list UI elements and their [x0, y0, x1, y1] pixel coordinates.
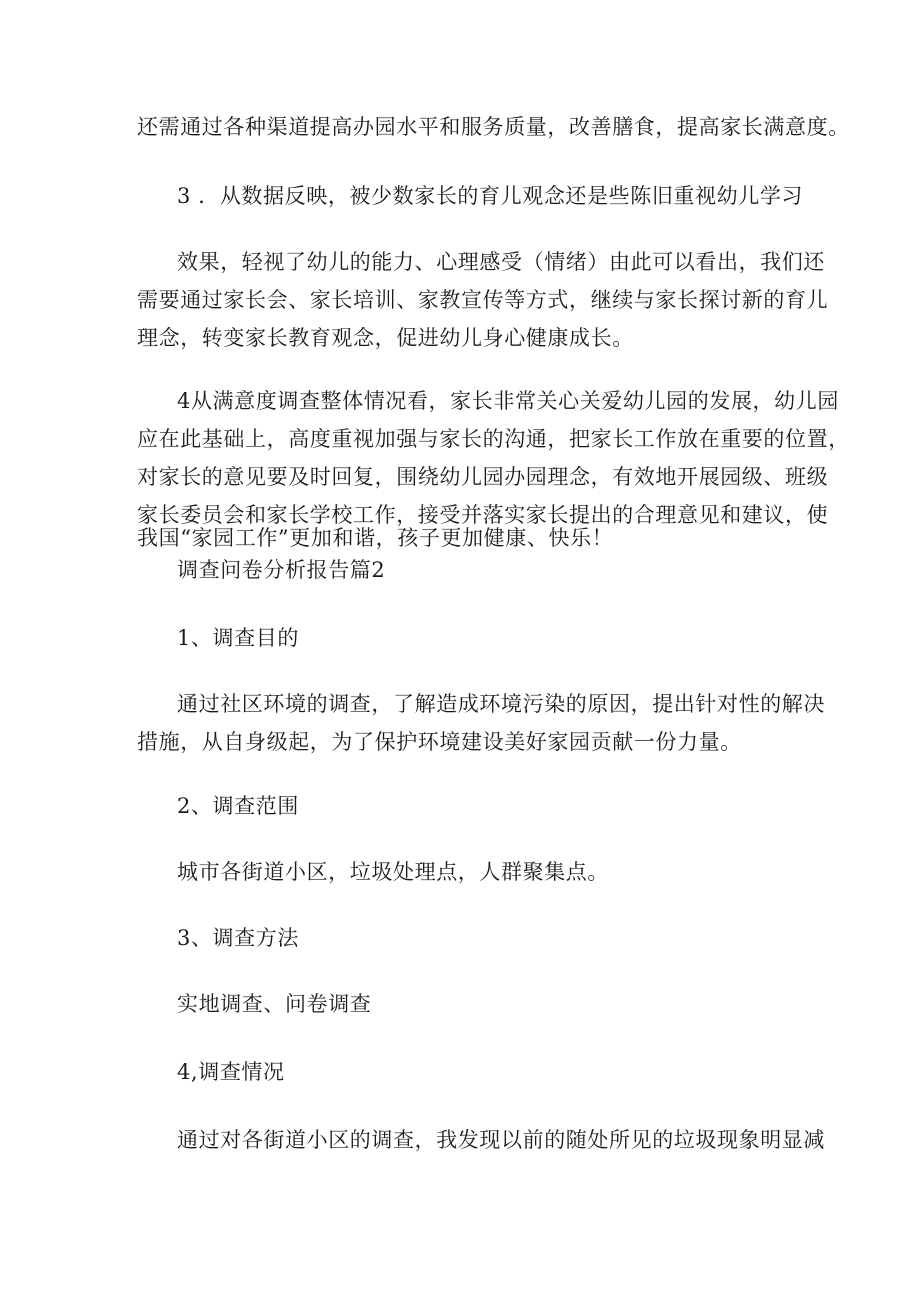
paragraph-line-8: 对家长的意见要及时回复，围绕幼儿园办园理念，有效地开展园级、班级	[137, 465, 829, 489]
paragraph-line-4: 需要通过家长会、家长培训、家教宣传等方式，继续与家长探讨新的育儿	[137, 288, 829, 312]
paragraph-line-16: 城市各街道小区，垃圾处理点，人群聚集点。	[177, 860, 609, 884]
paragraph-line-9: 家长委员会和家长学校工作，接受并落实家长提出的合理意见和建议，使	[137, 503, 829, 527]
heading-scope: 2、调查范围	[177, 794, 299, 818]
heading-situation: 4,调查情况	[177, 1060, 285, 1084]
paragraph-line-18: 实地调查、问卷调查	[177, 992, 372, 1016]
paragraph-line-7: 应在此基础上，高度重视加强与家长的沟通，把家长工作放在重要的位置，	[137, 427, 850, 451]
paragraph-line-3: 效果，轻视了幼儿的能力、心理感受（情绪）由此可以看出，我们还	[177, 250, 825, 274]
paragraph-line-5: 理念，转变家长教育观念，促进幼儿身心健康成长。	[137, 326, 634, 350]
paragraph-line-14: 措施，从自身级起，为了保护环境建设美好家园贡献一份力量。	[137, 730, 742, 754]
paragraph-line-13: 通过社区环境的调查，了解造成环境污染的原因，提出针对性的解决	[177, 692, 825, 716]
paragraph-line-20: 通过对各街道小区的调查，我发现以前的随处所见的垃圾现象明显减	[177, 1128, 825, 1152]
heading-method: 3、调查方法	[177, 926, 299, 950]
paragraph-line-2: 3 ．从数据反映，被少数家长的育儿观念还是些陈旧重视幼儿学习	[177, 184, 804, 208]
paragraph-line-1: 还需通过各种渠道提高办园水平和服务质量，改善膳食，提高家长满意度。	[137, 115, 850, 139]
paragraph-line-10: 我国“家园工作”更加和谐，孩子更加健康、快乐！	[137, 526, 614, 550]
heading-purpose: 1、调查目的	[177, 626, 299, 650]
paragraph-line-6: 4从满意度调查整体情况看，家长非常关心关爱幼儿园的发展，幼儿园	[177, 389, 839, 413]
section-title: 调查问卷分析报告篇2	[177, 558, 386, 582]
